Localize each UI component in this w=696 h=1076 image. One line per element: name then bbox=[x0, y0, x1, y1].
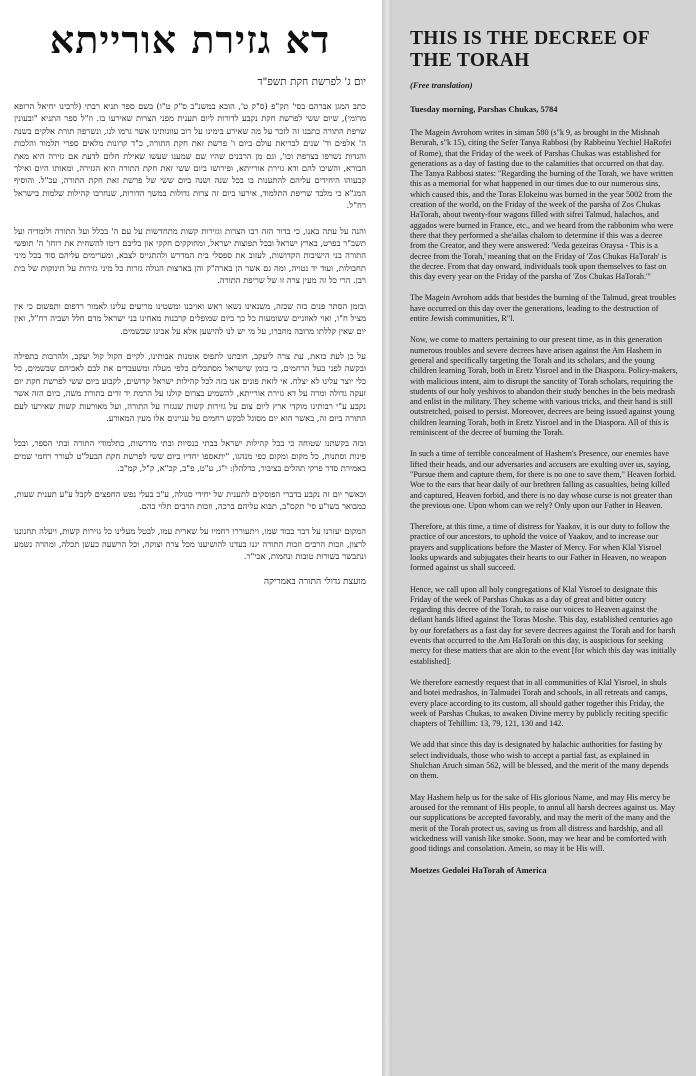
english-paragraph: Hence, we call upon all holy congregations of Klal Yisroel to designate this Friday of the week of Parshas Chukas as a day of great and bitter outcry regarding this decree of the Torah, to raise our voices to Heaven against the defiant hands lifted against the Toras Moshe. This day, established centuries ago by our forefathers as a fast day for severe decrees against the Torah and for harsh events that occurred to the Am HaTorah on this day, is auspicious for seeking mercy for these matters that are akin to the event [for which this day was initially established]. bbox=[410, 584, 677, 666]
english-title-line2: THE TORAH bbox=[410, 50, 530, 71]
hebrew-paragraph: על כן לעת כזאת, עת צרה ליעקב, חובתנו לתפוס אומנות אבותינו, לקיים הקול קול יעקב, ולהרבות בתפילה ובקשה לפני בעל הרחמים, כי בזמן שישראל מסתכלים כלפי מעלה ומשעבדים את לבם לאביהם שבשמים, כל כלי יוצר עלינו לא יצלח. אי לזאת פונים אנו בזה לכל קהילות ישראל קדושים, לקבוע ביום ששי לפרשת חקת יום זעקה גדולה ומרה על דא גזירת אורייתא, להשמיע בצרום קולנו על הרמת יד זדים בתורת משה, ביום הזה אשר נקבע ע"י רבותינו מוקדי ארץ ליום צום על גזירות קשות שנגזרו על התורה, ועל מאורעות קשות שאירעו לעם התורה ביום זה, באשר הוא יום מסוגל לבקש רחמים על עניינים אלו מעין המאורע. bbox=[14, 350, 366, 423]
english-paragraph: May Hashem help us for the sake of His glorious Name, and may His mercy be aroused for the remnant of His people, to annul all harsh decrees against us. May our supplications be accepted favorably, and may the merit of the many and the merit of the Torah protect us, saving us from all distress and hardship, and all wickedness will vanish like smoke. Soon, may we hear and be comforted with good tidings and consolation. Amein, so may it be His will. bbox=[410, 792, 676, 854]
english-title-line1: THIS IS THE DECREE OF bbox=[410, 28, 651, 49]
hebrew-title: דא גזירת אורייתא bbox=[49, 17, 331, 62]
hebrew-paragraph: וכאשר יום זה נקבע בדברי הפוסקים לתענית של יחידי סגולה, ע"כ בעלי נפש החפצים לקבל ע"ע תענית שעות, כמבואר בשו"ע סי' תקס"ב, תבוא עליהם ברכה, וזכות הרבים תלוי בהם. bbox=[14, 488, 366, 511]
english-paragraph: Now, we come to matters pertaining to our present time, as in this generation numerous troubles and severe decrees have arisen against the Am Hashem in general and specifically targeting the Torah and its scholars, and the young children learning Torah, both in Eretz Yisroel and in the Diaspora. Policy-makers, with malicious intent, aim to disrupt the sanctity of Torah scholars, requiring the students of our holy yeshivos to abandon their study benches in the beis medrash and enlist in the military. They scheme with various tricks, and their hand is still outstretched, poised to persist. Moreover, decrees are being issued against young children learning Torah, both in Eretz Yisroel and in the Diaspora. All of this is reminiscent of the decree of burning the Torah. bbox=[410, 335, 678, 438]
column-divider bbox=[382, 0, 392, 1076]
english-paragraph: Therefore, at this time, a time of distress for Yaakov, it is our duty to follow the practice of our ancestors, to uphold the voice of Yaakov, and to increase our prayers and supplications before the Master of Mercy. For when Klal Yisroel looks upwards and subjugates their hearts to our Father in Heaven, no weapon formed against us shall succeed. bbox=[410, 522, 670, 573]
hebrew-signature: מועצת גדולי התורה באמריקה bbox=[263, 576, 366, 587]
english-paragraph: We add that since this day is designated by halachic authorities for fasting by select individuals, those who wish to accept a partial fast, as explained in Shulchan Aruch siman 562, will be blessed, and the merit of the many depends on them. bbox=[410, 740, 669, 781]
hebrew-paragraph: ובזה בקשתנו שטוחה כי בכל קהילות ישראל בבתי כנסיות ובתי מדרשות, בתלמודי התורה ובתי הספר, ובכל פינות וסתנות, כל מקום ומקום כפי מנהגו, "יתאספו יחדיו ביום ששי לפרשת חקת הבעל"ט לעורר רחמי שמים באמירת סדר פרקי תהלים בציבור, כדלהלן: י"ג, ע"ט, פ"ב, קכ"א, ק"ל, קמ"ב. bbox=[14, 438, 366, 474]
english-paragraph: The Magein Avrohom adds that besides the burning of the Talmud, great troubles have occurred on this day over the generations, leading to the destruction of entire Jewish communities, R"l. bbox=[410, 293, 676, 324]
english-subtitle: (Free translation) bbox=[410, 80, 473, 90]
english-paragraph: In such a time of terrible concealment of Hashem's Presence, our enemies have lifted their heads, and our adversaries and accusers are exulting over us, saying, "Pursue them and capture them, for there is no one to save them," Heaven forbid. Woe to the ears that hear daily of our brethren falling as casualties, being killed and captured, Heaven forbid, and there is no day whose curse is not greater than the previous one. Upon whom can we rely? Only upon our Father in Heaven. bbox=[410, 449, 677, 510]
hebrew-date: יום ג' לפרשת חקת תשפ"ד bbox=[257, 76, 366, 88]
english-column bbox=[392, 0, 696, 1076]
hebrew-paragraph: ובזמן הסתר פנים כזה שכזה, משנאינו נשאו ראש ואויבנו ומשטינו מריעים עלינו לאמור רדפום ותפשום כי אין מציל ח"ו, ואוי לאוזניים ששומעות כל כך ביום שמופלים קרבנות מאחינו בני ישראל מדם חלל ושביה רח"ל, ואין יום שאין קללתו מרובה מחברו, על מי יש לנו להישען אלא על אבינו שבשמים. bbox=[14, 300, 366, 336]
english-title bbox=[410, 28, 678, 72]
hebrew-paragraph: והנה על עתה באנו, כי בדור הזה רבו הצרות וגזירות קשות מתחדשות על עם ה' בכלל ועל התורה ולומדיה ועל תשב"ר בפרט, בארץ ישראל ובכל תפוצות ישראל, ומחוקקים חקקי און בליבם דימו להשחית את רוחו' ה' תופשי התורה בני הישיבות הקדושות, לעזוב את ספסלי בית המדרש ולהתגייס לצבא, ומערימים עליהם סוד בכל מיני תחבולות, ועוד יד נטויה, ומה גם אשר הן בארה"ק והן בארצות הגולה גזרות כל מיני גזירות על תינוקות של בית רבן. הרי כל זה מעין צרה זו של שריפת התורה. bbox=[14, 225, 366, 286]
english-signature: Moetzes Gedolei HaTorah of America bbox=[410, 865, 547, 876]
english-paragraph: The Magein Avrohom writes in siman 580 (s"k 9, as brought in the Mishnah Berurah, s"k 15), citing the Sefer Tanya Rabbosi (by Rabbeinu Yechiel HaRofei of Rome), that the Friday of the week of Parshas Chukas was established for generations as a day of fasting due to the calamities that occurred on that day. The Tanya Rabbosi states: "Regarding the burning of the Torah, we have written this as a memorial for what happened in our times due to our numerous sins, which caused this, and the Toras Elokeinu was burned in the year 5002 from the creation of the world, on the Friday of the week of the parsha of Zos Chukas HaTorah, about twenty-four wagons filled with sifrei Talmud, halachos, and aggados were burned in France, etc., and we heard from the rabbonim who were there that they performed a she'ailas chalom to determine if this was a decree from the Creator, and they were answered: 'Veda gezeiras Oraysa - This is a decree from the Torah,' meaning that on the Friday of 'Zos Chukas HaTorah' is the decree. From that day onward, individuals took upon themselves to fast on this day every year on the Friday of the parsha of 'Zos Chukas HaTorah.'" bbox=[410, 128, 674, 282]
hebrew-paragraph: כתב המגן אברהם בסי' תק"פ (ס"ק ט', הובא במשנ"ב ס"ק ט"ו) בשם ספר תניא רבתי (לרבינו יחיאל הרופא מרומי), שיום ששי לפרשת חקת נקבע לדורות ליום תענית מפני הצרות שאירעו בו. וז"ל ספר התניא "ובעונין שרפת התורה כתבנו זה לזכר על מה שאירע בימינו על רוב עוונותינו אשר גרמו לנו, ונשרפה תורת אלקים בשנת ה' אלפים וד' שנים לבריאת עולם ביום ו' פרשת זאת חקת התורה, כ"ד קרונות מלאים ספרי תלמוד והלכות והגדות נשרפו בצרפת וכו', וגם מן הרבנים שהיו שם שמענו שעשו שאילת חלום לדעת אם גזירה היא מאת הבורא, והשיבו להם ודא גזירת אורייתא, ופירושו ביום ששי זאת חקת התורה היא הגזירה, ומאותו היום ואילך קבעוהו היחידים עליהם להתענות בו בכל שנה ושנה ביום ששי של פרשת זאת חקת התורה, עכ"ל. והוסיף המג"א כי מלבד שריפת התלמוד, אירעו ביום זה צרות גדולות במשך הדורות, שנחרבו קהילות שלמות בישראל רח"ל. bbox=[14, 101, 366, 211]
english-date: Tuesday morning, Parshas Chukas, 5784 bbox=[410, 104, 558, 114]
hebrew-paragraph: המקום יעזרנו על דבר כבוד שמו, ויתעוררו רחמיו על שארית עמו, לבטל מעלינו כל גזירות קשות, ויעלה תחנוננו לרצון, וזכות הרבים וזכות התורה יגנו בעדנו להושיענו מכל צרה וצוקה, וכל הרשעה כעשן תכלה, ומהרה נשמע ונתבשר בשורות טובות ונחמות, אכי"ר. bbox=[14, 526, 366, 562]
english-paragraph: We therefore earnestly request that in all communities of Klal Yisroel, in shuls and botei medrashos, in Talmudei Torah and schools, in all retreats and camps, every place according to its custom, all should gather together this Friday, the week of Parshas Chukas, to awaken Divine mercy by publicly reciting specific chapters of Tehillim: 13, 79, 121, 130 and 142. bbox=[410, 677, 668, 729]
